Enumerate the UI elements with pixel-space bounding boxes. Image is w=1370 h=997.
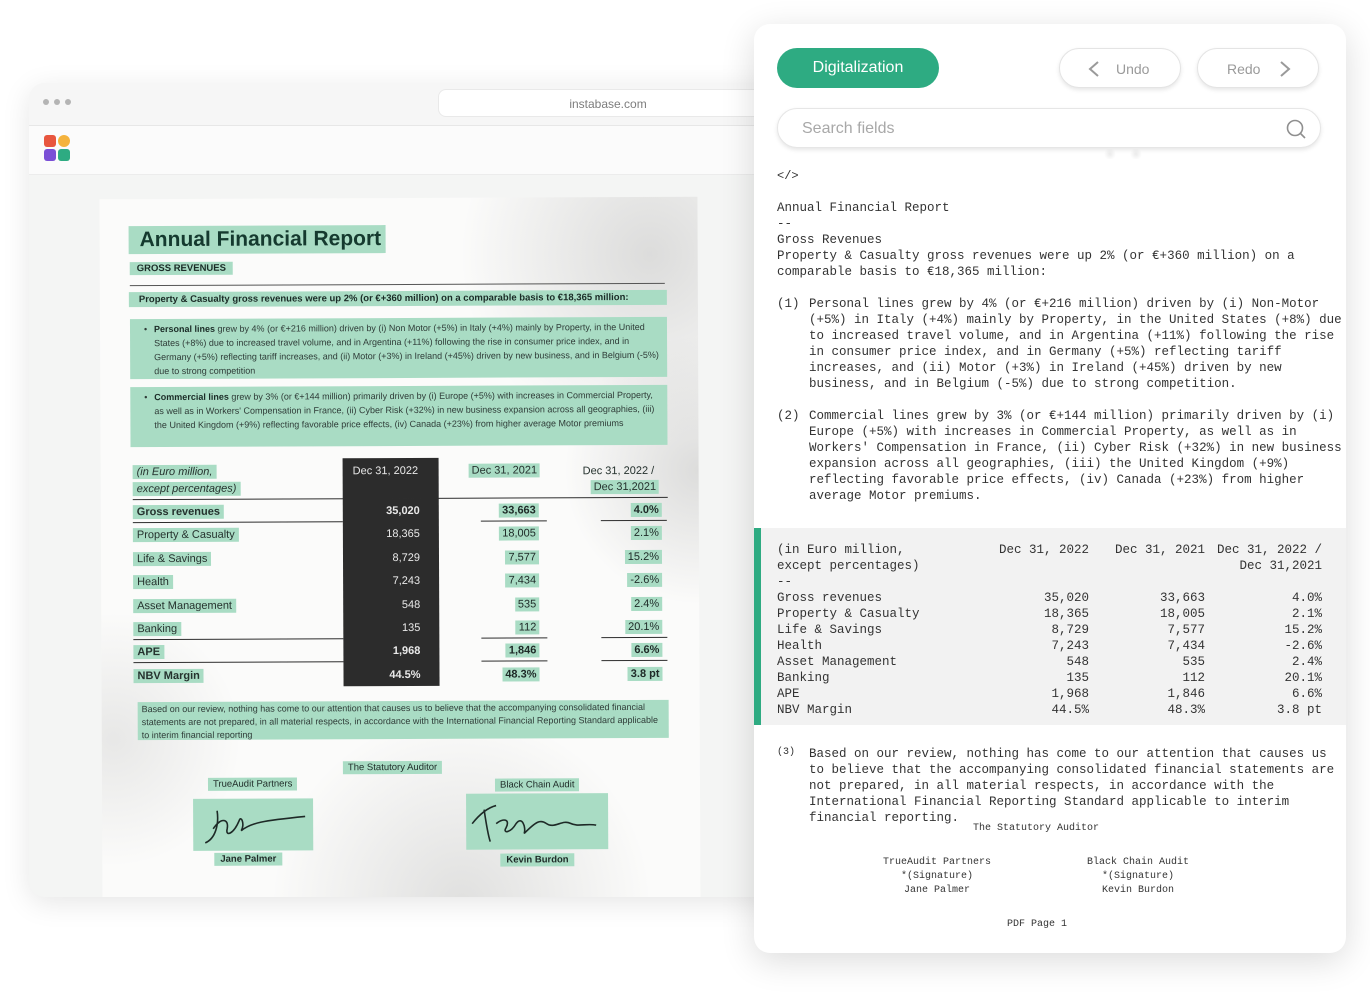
row-2022: 35,020: [1043, 591, 1089, 605]
row-2021: 33,663: [1159, 591, 1205, 605]
row-2021: 7,577: [1167, 623, 1205, 637]
doc-row-2021: 535: [515, 597, 539, 611]
para-text: grew by 4% (or €+216 million) driven by (i) Non Motor (+5%) in Italy (+4%) mainly by Property, in the United States (+8%) due to increased travel volume, and in Argentina (+11%) following the rise in consumer price index, and in Germany (+5%) reflecting tariff increases, and (ii) Motor (+3%) in Ireland (+45%) driven by new business, and in Belgium (-5%) due to strong competition: [154, 321, 659, 377]
auditor-title: The Statutory Auditor: [343, 761, 442, 774]
search-icon[interactable]: [1286, 119, 1306, 139]
table-label-line1: (in Euro million,: [133, 465, 217, 479]
redo-button[interactable]: [1197, 48, 1319, 88]
table-label-line1: (in Euro million,: [777, 543, 905, 557]
doc-row-2022: 8,729: [392, 551, 421, 564]
row-change: 4.0%: [1291, 591, 1322, 605]
table-row: [777, 702, 1322, 718]
doc-row-label: Health: [133, 575, 173, 589]
item-number: (2): [777, 409, 800, 423]
table-row: [777, 590, 1322, 606]
output-table-header: [777, 542, 1322, 558]
row-2022: 8,729: [1051, 623, 1089, 637]
output-table-block[interactable]: [754, 528, 1346, 725]
doc-row-2022: 44.5%: [389, 668, 421, 681]
output-sig1-signature: *(Signature): [900, 871, 973, 882]
col-header-change-line1: Dec 31, 2022 /: [1216, 543, 1322, 557]
table-row: [777, 622, 1322, 638]
doc-row-2022: 1,968: [392, 645, 421, 658]
app-toolbar: [29, 126, 789, 175]
col-header-2022: Dec 31, 2022: [352, 464, 419, 478]
row-divider: [481, 661, 547, 662]
window-controls[interactable]: [43, 99, 71, 105]
item-text: Personal lines grew by 4% (or €+216 million) driven by (i) Non-Motor (+5%) in Italy (+4%) mainly by Property, in the United States (+8%) due to increased travel volume, and in Argentina (+11%) following the rise in consumer price index, and in Germany (+5%) reflecting tariff increases, and (ii) Motor (+3%) in Ireland (+45%) driven by new business, and in Belgium (-5%) due to strong competition.: [809, 297, 1342, 391]
row-2021: 1,846: [1167, 687, 1205, 701]
signature2-name: Kevin Burdon: [500, 853, 574, 866]
chevron-right-icon: [1278, 61, 1292, 77]
row-label: Banking: [777, 671, 830, 685]
row-label: Gross revenues: [777, 591, 883, 605]
redo-label: Redo: [1227, 61, 1261, 77]
output-sig1-name: Jane Palmer: [903, 885, 970, 896]
doc-row-change: 3.8 pt: [628, 667, 663, 681]
row-label: Health: [777, 639, 823, 653]
row-divider: [601, 520, 667, 521]
doc-row-2021: 112: [516, 620, 540, 634]
table-label-line2: except percentages): [133, 482, 241, 496]
row-2021: 7,434: [1167, 639, 1205, 653]
row-divider: [601, 660, 667, 661]
output-sig2-name: Kevin Burdon: [1101, 885, 1174, 896]
doc-row-change: 2.1%: [631, 526, 662, 540]
row-2022: 44.5%: [1051, 703, 1089, 717]
highlighted-column: [343, 458, 440, 686]
row-2021: 18,005: [1159, 607, 1205, 621]
doc-row-label: APE: [133, 645, 164, 659]
row-label: APE: [777, 687, 800, 701]
signature1-firm: TrueAudit Partners: [208, 777, 297, 790]
undo-button[interactable]: [1059, 48, 1181, 88]
browser-titlebar: [29, 83, 789, 126]
row-divider: [601, 637, 667, 638]
extraction-panel: [754, 24, 1346, 953]
table-separator: --: [777, 575, 793, 589]
doc-row-2022: 548: [401, 598, 421, 611]
row-change: 15.2%: [1284, 623, 1322, 637]
search-box[interactable]: [777, 108, 1321, 148]
para-heading: Commercial lines: [154, 391, 229, 403]
row-divider: [481, 637, 547, 638]
signature2-box: [466, 793, 608, 850]
row-change: 6.6%: [1291, 687, 1322, 701]
search-input[interactable]: [802, 118, 1262, 140]
row-2022: 7,243: [1051, 639, 1089, 653]
row-2021: 112: [1182, 671, 1205, 685]
row-change: 2.4%: [1291, 655, 1322, 669]
table-row: [777, 670, 1322, 686]
table-label-line2: except percentages): [777, 559, 920, 573]
row-label: Asset Management: [777, 655, 898, 669]
doc-row-change: 20.1%: [625, 620, 662, 634]
code-icon[interactable]: </>: [777, 169, 799, 183]
doc-row-2022: 135: [401, 621, 421, 634]
decorative-shadow: [1100, 149, 1150, 159]
doc-row-label: Life & Savings: [133, 552, 211, 566]
signature2-icon: [466, 793, 608, 850]
chevron-left-icon: [1087, 61, 1101, 77]
col-header-change-line2: Dec 31,2021: [591, 480, 659, 494]
item-text: Commercial lines grew by 3% (or €+144 million) primarily driven by (i) Europe (+5%) with increases in Commercial Property, as well as in Workers' Compensation in France, (ii) Cyber Risk (+32%) in new business expansion across all geographies, (iii) the United Kingdom (+9%) reflecting favorable price effects, (iv) Canada (+23%) from higher average Motor premiums.: [809, 409, 1342, 503]
para-heading: Personal lines: [153, 323, 216, 335]
doc-row-2021: 7,434: [506, 574, 540, 588]
output-auditor-title: The Statutory Auditor: [973, 823, 1100, 834]
item-number: (3): [777, 747, 796, 758]
doc-paragraph-commercial-lines: [130, 385, 667, 447]
doc-section-heading: GROSS REVENUES: [130, 262, 233, 275]
signature1-box: [193, 798, 313, 851]
item-text: Based on our review, nothing has come to our attention that causes us to believe that the accompanying consolidated financial statements are not prepared, in all material respects, in accordance with the International Financial Reporting Standard applicable to interim financial reporting.: [809, 747, 1335, 825]
row-label: Property & Casualty: [777, 607, 920, 621]
doc-row-label: Asset Management: [133, 598, 236, 612]
table-row: [777, 606, 1322, 622]
output-table-header-2: [777, 558, 1322, 574]
address-bar[interactable]: instabase.com: [438, 89, 778, 117]
row-change: -2.6%: [1284, 639, 1322, 653]
row-2021: 48.3%: [1167, 703, 1205, 717]
para-text: grew by 3% (or €+144 million) primarily driven by (i) Europe (+5%) with increases in Commercial Property, as well as in Workers' Compensation in France, (ii) Cyber Risk (+32%) in new business expansion across all geographies, (iii) the United Kingdom (+9%) reflecting favorable price effects, (iv) Canada (+23%) from higher average Motor premiums: [154, 389, 655, 431]
doc-row-change: 15.2%: [625, 550, 662, 564]
row-divider: [133, 521, 343, 523]
output-title: Annual Financial Report: [777, 201, 950, 215]
col-header-change-line2: Dec 31,2021: [1239, 559, 1322, 573]
row-change: 2.1%: [1291, 607, 1322, 621]
doc-row-label: NBV Margin: [133, 669, 203, 683]
table-row: [777, 638, 1322, 654]
item-number: (1): [777, 297, 800, 311]
doc-row-2021: 48.3%: [502, 667, 539, 681]
doc-row-change: 2.4%: [631, 596, 662, 610]
doc-row-2022: 18,365: [386, 528, 420, 541]
doc-row-change: 6.6%: [631, 643, 662, 657]
col-header-2021: Dec 31, 2021: [469, 463, 540, 477]
output-section: Gross Revenues: [777, 233, 883, 247]
row-divider: [133, 638, 343, 640]
output-separator: --: [777, 217, 793, 231]
doc-row-change: -2.6%: [627, 573, 662, 587]
output-page-label: PDF Page 1: [1006, 919, 1067, 930]
col-header-change-line1: Dec 31, 2022 /: [582, 464, 655, 478]
signature1-icon: [193, 798, 313, 851]
signature1-name: Jane Palmer: [214, 853, 282, 866]
col-header-2021: Dec 31, 2021: [1114, 543, 1205, 557]
doc-title: Annual Financial Report: [129, 225, 386, 254]
output-table-separator: [777, 574, 1322, 590]
row-divider: [133, 662, 343, 664]
digitalization-button[interactable]: Digitalization: [777, 48, 939, 88]
row-label: NBV Margin: [777, 703, 853, 717]
row-label: Life & Savings: [777, 623, 883, 637]
scanned-document: [99, 197, 700, 897]
output-sig1-firm: TrueAudit Partners: [882, 857, 992, 868]
doc-row-change: 4.0%: [631, 503, 662, 517]
row-2022: 18,365: [1043, 607, 1089, 621]
row-2021: 535: [1182, 655, 1205, 669]
doc-row-2022: 35,020: [386, 504, 420, 518]
row-divider: [481, 520, 547, 521]
doc-paragraph-personal-lines: [130, 317, 667, 379]
row-change: 3.8 pt: [1276, 703, 1322, 717]
row-change: 20.1%: [1284, 671, 1322, 685]
doc-row-2021: 18,005: [499, 527, 539, 541]
undo-label: Undo: [1116, 61, 1150, 77]
col-header-2022: Dec 31, 2022: [998, 543, 1089, 557]
row-2022: 1,968: [1051, 687, 1089, 701]
doc-row-2021: 1,846: [506, 644, 540, 658]
doc-row-2021: 7,577: [505, 550, 539, 564]
doc-row-2021: 33,663: [499, 503, 539, 517]
divider: [130, 283, 665, 286]
table-row: [777, 654, 1322, 670]
output-sig2-signature: *(Signature): [1101, 871, 1174, 882]
output-sig2-firm: Black Chain Audit: [1086, 857, 1190, 868]
doc-row-2022: 7,243: [392, 575, 421, 588]
row-2022: 135: [1066, 671, 1089, 685]
output-lead: Property & Casualty gross revenues were up 2% (or €+360 million) on a comparable basis to €18,365 million:: [777, 249, 1295, 279]
doc-row-label: Banking: [133, 622, 181, 636]
doc-footnote: Based on our review, nothing has come to our attention that causes us to believe that the accompanying consolidated financial statements are not prepared, in all material respects, in accordance with the International Financial Reporting Standard applicable to interim financial reporting: [138, 700, 669, 740]
doc-row-label: Property & Casualty: [133, 528, 239, 542]
signature2-firm: Black Chain Audit: [495, 778, 580, 791]
app-logo-icon[interactable]: [44, 135, 72, 163]
doc-lead-sentence: Property & Casualty gross revenues were up 2% (or €+360 million) on a comparable basis to €18,365 million:: [129, 290, 667, 307]
doc-row-label: Gross revenues: [133, 505, 224, 519]
row-2022: 548: [1066, 655, 1089, 669]
browser-window: [29, 83, 789, 897]
selection-indicator: [754, 528, 761, 725]
table-row: [777, 686, 1322, 702]
